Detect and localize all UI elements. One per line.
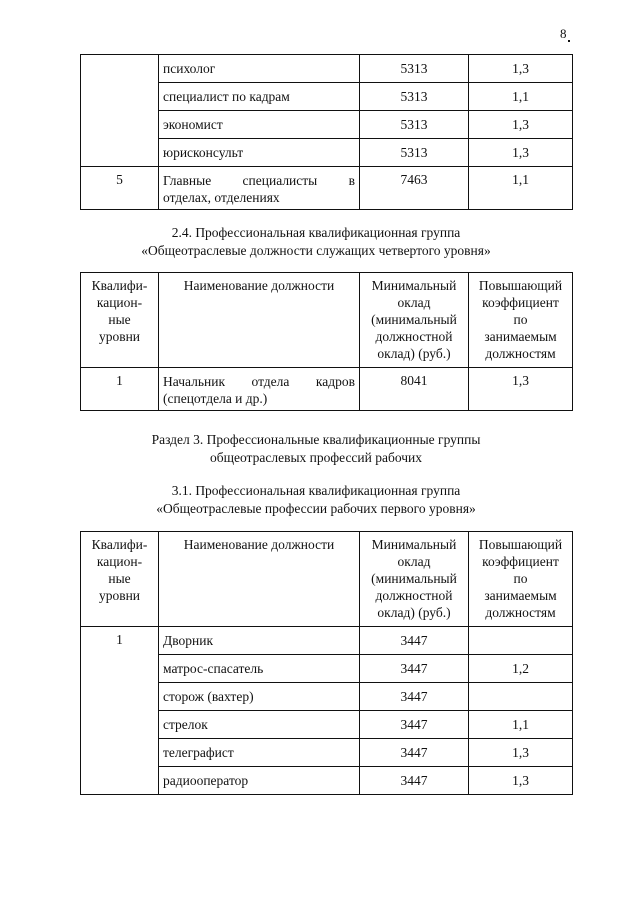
coefficient-value: 1,3 <box>469 767 573 795</box>
salary-value: 8041 <box>360 368 469 411</box>
position-name-line1: Главные специалисты в <box>163 173 355 188</box>
section-2-4-heading <box>60 224 572 260</box>
level-value: 1 <box>81 627 159 795</box>
level-cell <box>81 55 159 167</box>
position-name-line1: Начальник отдела кадров <box>163 374 355 389</box>
heading-line: Раздел 3. Профессиональные квалификационные группы <box>151 432 481 447</box>
salary-value: 7463 <box>360 167 469 210</box>
coefficient-value <box>469 627 573 655</box>
heading-line: общеотраслевых профессий рабочих <box>209 450 423 465</box>
table-row <box>81 368 573 411</box>
position-name: матрос-спасатель <box>159 655 360 683</box>
salary-value: 3447 <box>360 627 469 655</box>
position-name: стрелок <box>159 711 360 739</box>
table-continuation <box>80 54 573 210</box>
section-3-1-heading <box>60 482 572 518</box>
coefficient-value: 1,3 <box>469 139 573 167</box>
coefficient-value <box>469 683 573 711</box>
position-name: радиооператор <box>159 767 360 795</box>
salary-value: 3447 <box>360 711 469 739</box>
header-coefficient: Повышающий коэффициент по занимаемым должностям <box>469 532 573 627</box>
coefficient-value: 1,3 <box>469 368 573 411</box>
salary-value: 3447 <box>360 767 469 795</box>
table-row <box>81 627 573 655</box>
salary-value: 3447 <box>360 739 469 767</box>
section-3-heading <box>60 431 572 467</box>
header-salary: Минимальный оклад (минимальный должностной оклад) (руб.) <box>360 273 469 368</box>
position-name: специалист по кадрам <box>159 83 360 111</box>
position-name: юрисконсульт <box>159 139 360 167</box>
position-name-line2: отделах, отделениях <box>163 190 280 205</box>
position-name: психолог <box>159 55 360 83</box>
coefficient-value: 1,1 <box>469 83 573 111</box>
header-coefficient: Повышающий коэффициент по занимаемым должностям <box>469 273 573 368</box>
page-number: 8 <box>560 26 570 42</box>
salary-value: 5313 <box>360 55 469 83</box>
position-name: экономист <box>159 111 360 139</box>
table-row <box>81 167 573 210</box>
coefficient-value: 1,3 <box>469 739 573 767</box>
heading-line: 2.4. Профессиональная квалификационная группа <box>171 225 461 240</box>
level-value: 5 <box>81 167 159 210</box>
table-header-row <box>81 532 573 627</box>
heading-line: «Общеотраслевые профессии рабочих первого уровня» <box>156 501 476 516</box>
heading-line: «Общеотраслевые должности служащих четвертого уровня» <box>141 243 491 258</box>
header-level: Квалифи- кацион- ные уровни <box>81 532 159 627</box>
header-position: Наименование должности <box>159 273 360 368</box>
coefficient-value: 1,3 <box>469 111 573 139</box>
salary-value: 5313 <box>360 83 469 111</box>
heading-line: 3.1. Профессиональная квалификационная группа <box>171 483 461 498</box>
coefficient-value: 1,1 <box>469 711 573 739</box>
salary-value: 5313 <box>360 111 469 139</box>
coefficient-value: 1,2 <box>469 655 573 683</box>
level-value: 1 <box>81 368 159 411</box>
salary-value: 3447 <box>360 655 469 683</box>
table-row <box>81 55 573 83</box>
table-header-row <box>81 273 573 368</box>
position-name <box>159 167 360 210</box>
header-salary: Минимальный оклад (минимальный должностной оклад) (руб.) <box>360 532 469 627</box>
table-level-4 <box>80 272 573 411</box>
salary-value: 5313 <box>360 139 469 167</box>
salary-value: 3447 <box>360 683 469 711</box>
position-name-line2: (спецотдела и др.) <box>163 391 268 406</box>
position-name: телеграфист <box>159 739 360 767</box>
position-name <box>159 368 360 411</box>
position-name: Дворник <box>159 627 360 655</box>
coefficient-value: 1,3 <box>469 55 573 83</box>
position-name: сторож (вахтер) <box>159 683 360 711</box>
header-position: Наименование должности <box>159 532 360 627</box>
coefficient-value: 1,1 <box>469 167 573 210</box>
header-level: Квалифи- кацион- ные уровни <box>81 273 159 368</box>
table-workers-level-1 <box>80 531 573 795</box>
